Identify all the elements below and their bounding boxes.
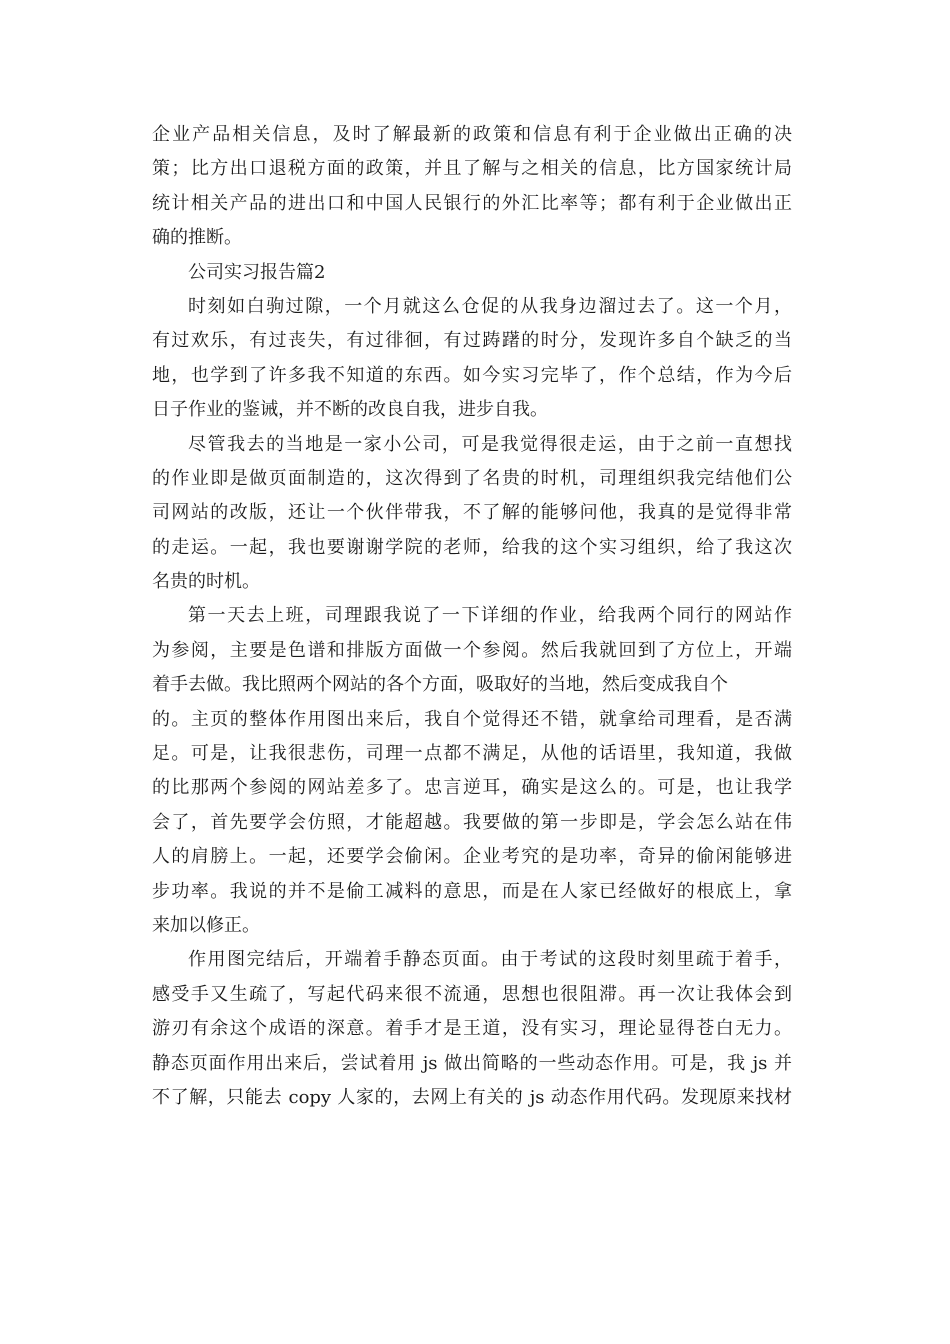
text-line: 第一天去上班，司理跟我说了一下详细的作业，给我两个同行的网站作 (188, 605, 792, 627)
document-body (152, 118, 792, 1115)
text-line: 游刃有余这个成语的深意。着手才是王道，没有实习，理论显得苍白无力。 (152, 1018, 792, 1040)
text-line: 静态页面作用出来后，尝试着用 js 做出简略的一些动态作用。可是，我 js 并 (152, 1052, 792, 1074)
text-line: 为参阅，主要是色谱和排版方面做一个参阅。然后我就回到了方位上，开端 (152, 639, 792, 661)
text-line: 来加以修正。 (152, 914, 260, 936)
text-line: 时刻如白驹过隙，一个月就这么仓促的从我身边溜过去了。这一个月， (188, 295, 792, 317)
text-line: 名贵的时机。 (152, 571, 260, 593)
text-line: 人的肩膀上。一起，还要学会偷闲。企业考究的是功率，奇异的偷闲能够进 (152, 846, 792, 868)
section-heading: 公司实习报告篇2 (188, 261, 326, 283)
text-line: 确的推断。 (152, 227, 242, 249)
text-line: 的比那两个参阅的网站差多了。忠言逆耳，确实是这么的。可是，也让我学 (152, 777, 792, 799)
text-line: 作用图完结后，开端着手静态页面。由于考试的这段时刻里疏于着手， (188, 949, 792, 971)
text-line: 不了解，只能去 copy 人家的，去网上有关的 js 动态作用代码。发现原来找材 (152, 1086, 792, 1108)
text-line: 步功率。我说的并不是偷工减料的意思，而是在人家已经做好的根底上，拿 (152, 880, 792, 902)
text-line: 的走运。一起，我也要谢谢学院的老师，给我的这个实习组织，给了我这次 (152, 536, 792, 558)
text-line: 着手去做。我比照两个网站的各个方面，吸取好的当地，然后变成我自个 (152, 674, 728, 696)
text-line: 策；比方出口退税方面的政策，并且了解与之相关的信息，比方国家统计局 (152, 158, 792, 180)
text-line: 的作业即是做页面制造的，这次得到了名贵的时机，司理组织我完结他们公 (152, 467, 792, 489)
text-line: 日子作业的鉴诫，并不断的改良自我，进步自我。 (152, 399, 548, 421)
text-line: 有过欢乐，有过丧失，有过徘徊，有过踌躇的时分，发现许多自个缺乏的当 (152, 330, 792, 352)
text-line: 统计相关产品的进出口和中国人民银行的外汇比率等；都有利于企业做出正 (152, 192, 792, 214)
text-line: 司网站的改版，还让一个伙伴带我，不了解的能够问他，我真的是觉得非常 (152, 502, 792, 524)
text-line: 尽管我去的当地是一家小公司，可是我觉得很走运，由于之前一直想找 (188, 433, 792, 455)
text-line: 的。主页的整体作用图出来后，我自个觉得还不错，就拿给司理看，是否满 (152, 708, 792, 730)
text-line: 感受手又生疏了，写起代码来很不流通，思想也很阻滞。再一次让我体会到 (152, 983, 792, 1005)
text-line: 地，也学到了许多我不知道的东西。如今实习完毕了，作个总结，作为今后 (152, 364, 792, 386)
text-line: 会了，首先要学会仿照，才能超越。我要做的第一步即是，学会怎么站在伟 (152, 811, 792, 833)
text-line: 企业产品相关信息，及时了解最新的政策和信息有利于企业做出正确的决 (152, 124, 792, 145)
text-line: 足。可是，让我很悲伤，司理一点都不满足，从他的话语里，我知道，我做 (152, 743, 792, 765)
